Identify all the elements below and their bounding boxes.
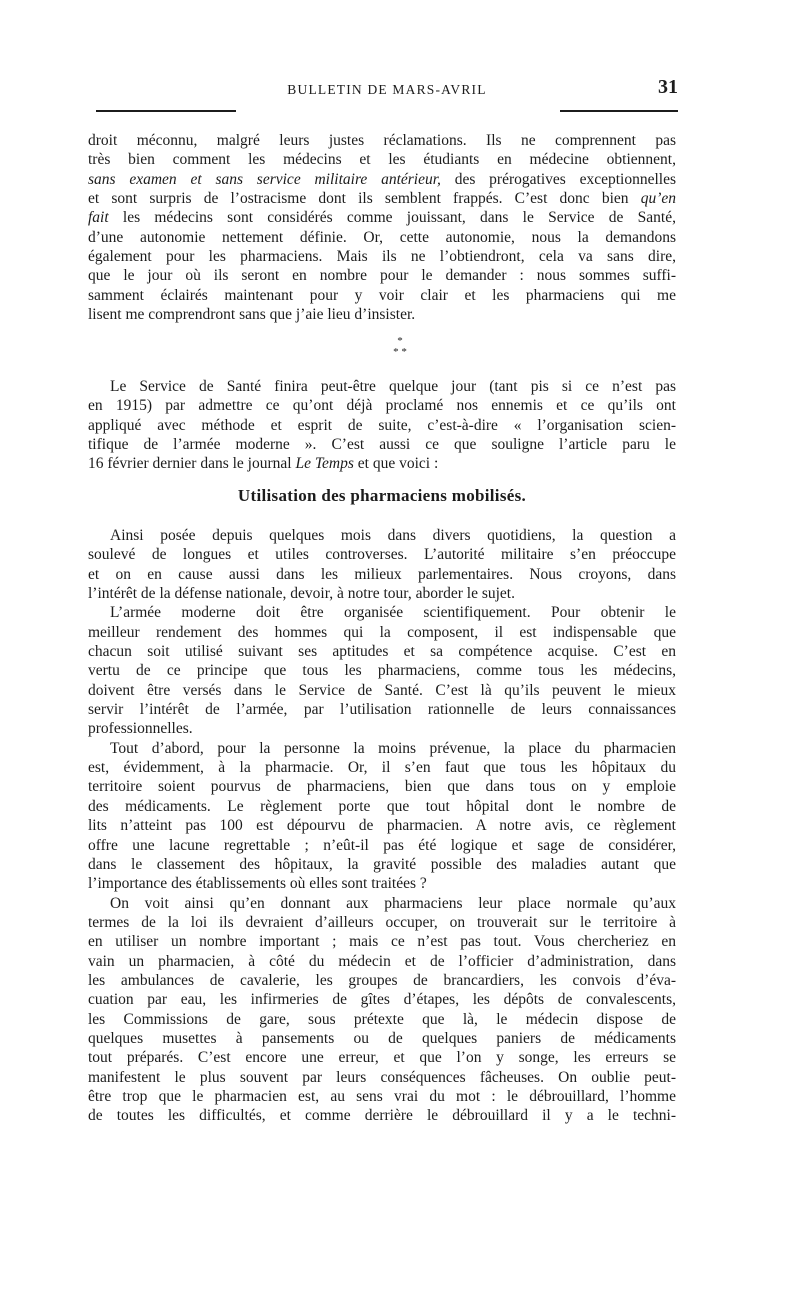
text-line: termes de la loi ils devraient d’ailleurs occuper, on trouverait sur le territoire à [88, 913, 676, 931]
text-line: être trop que le pharmacien est, au sens vrai du mot : le débrouillard, l’homme [88, 1087, 676, 1105]
text-line: également pour les pharmaciens. Mais ils ne l’obtiendront, cela va sans dire, [88, 248, 676, 266]
text-line: lisent me comprendront sans que j’aie lieu d’insister. [88, 306, 416, 324]
text-line: vain un pharmacien, à côté du médecin et de l’officier d’administration, dans [88, 952, 676, 970]
text-line: de toutes les difficultés, et comme derrière le débrouillard il y a le techni- [88, 1107, 676, 1125]
text-line: Le Service de Santé finira peut-être quelque jour (tant pis si ce n’est pas [110, 378, 676, 395]
asterism-separator [0, 336, 800, 358]
paragraph-service-sante [88, 377, 676, 474]
text-line [88, 454, 676, 473]
text-line: tifique de l’armée moderne ». C’est aussi ce que souligne l’article paru le [88, 436, 676, 454]
text-line: les Commissions de gare, sous prétexte que là, le médecin dispose de [88, 1010, 676, 1028]
paragraph-intro [88, 131, 676, 324]
italic-phrase: qu’en [628, 190, 676, 208]
text-line: offre une lacune regrettable ; n’eût-il pas été logique et sage de considérer, [88, 836, 676, 854]
text-line: appliqué avec méthode et esprit de suite, c’est-à-dire « l’organisation scien- [88, 416, 676, 434]
text-line: professionnelles. [88, 720, 193, 738]
text-line: d’une autonomie nettement définie. Or, cette autonomie, nous la demandons [88, 228, 676, 246]
text-line [88, 189, 676, 208]
header-rule-right [560, 110, 678, 112]
article-body [88, 526, 676, 1126]
asterism-bottom: * * [393, 346, 407, 358]
text-line: en utiliser un nombre important ; mais ce n’est pas tout. Vous chercheriez en [88, 933, 676, 951]
text-line: que le jour où ils seront en nombre pour le demander : nous sommes suffi- [88, 267, 676, 285]
text-line: en 1915) par admettre ce qu’ont déjà proclamé nos ennemis et ce qu’ils ont [88, 397, 676, 415]
text-line [88, 170, 676, 189]
text-line: droit méconnu, malgré leurs justes réclamations. Ils ne comprennent pas [88, 132, 676, 149]
newspaper-title: Le Temps [295, 455, 354, 473]
text-line: Tout d’abord, pour la personne la moins prévenue, la place du pharmacien [110, 739, 676, 757]
text-fragment: les médecins sont considérés comme jouissant, dans le Service de Santé, [108, 209, 676, 227]
text-line: cuation par eau, les infirmeries de gîtes d’étapes, les dépôts de convalescents, [88, 991, 676, 1009]
text-line: territoire soient pourvus de pharmaciens, bien que dans tous on y emploie [88, 778, 676, 796]
text-line: vertu de ce principe que tous les pharmaciens, comme tous les médecins, [88, 662, 676, 680]
text-line: des médicaments. Le règlement porte que tout hôpital dont le nombre de [88, 797, 676, 815]
running-header [96, 78, 678, 102]
text-line: L’armée moderne doit être organisée scientifiquement. Pour obtenir le [110, 604, 676, 622]
italic-phrase: fait [88, 209, 109, 227]
text-line: tout préparés. C’est encore une erreur, et que l’on y songe, les erreurs se [88, 1049, 676, 1067]
text-line: On voit ainsi qu’en donnant aux pharmaciens leur place normale qu’aux [110, 894, 676, 912]
text-line: meilleur rendement des hommes qui la composent, il est indispensable que [88, 623, 676, 641]
page-number: 31 [658, 76, 678, 98]
text-line: l’intérêt de la défense nationale, devoir, à notre tour, aborder le sujet. [88, 585, 515, 603]
italic-phrase: sans examen et sans service militaire antérieur, [88, 170, 441, 188]
text-line: servir l’intérêt de l’armée, par l’utilisation rationnelle de leurs connaissances [88, 701, 676, 719]
text-line: l’importance des établissements où elles sont traitées ? [88, 875, 427, 893]
text-line: est, évidemment, à la pharmacie. Or, il s’en faut que tous les hôpitaux du [88, 759, 676, 777]
text-line [88, 208, 676, 227]
text-fragment: 16 février dernier dans le journal [88, 455, 296, 473]
text-line: et on en cause aussi dans les milieux parlementaires. Nous croyons, dans [88, 565, 676, 583]
asterism-top: * [397, 335, 403, 347]
text-line: dans le classement des hôpitaux, la gravité possible des maladies autant que [88, 855, 676, 873]
text-line: les ambulances de cavalerie, les groupes de brancardiers, les convois d’éva- [88, 971, 676, 989]
text-line: quelques musettes à pansements ou de quelques paniers de médicaments [88, 1029, 676, 1047]
text-line: doivent être versés dans le Service de Santé. C’est là qu’ils peuvent le mieux [88, 681, 676, 699]
text-line: samment éclairés maintenant pour y voir clair et les pharmaciens qui me [88, 286, 676, 304]
text-line: Ainsi posée depuis quelques mois dans divers quotidiens, la question a [110, 527, 676, 544]
text-line: lits n’atteint pas 100 est dépourvu de pharmacien. A notre avis, ce règlement [88, 817, 676, 835]
text-fragment: des prérogatives exceptionnelles [440, 170, 676, 188]
running-title: BULLETIN DE MARS-AVRIL [287, 82, 487, 97]
text-fragment: et que voici : [353, 455, 439, 473]
text-line: soulevé de longues et utiles controverses. L’autorité militaire s’en préoccupe [88, 546, 676, 564]
text-fragment: et sont surpris de l’ostracisme dont ils semblent frappés. C’est donc bien [88, 190, 629, 208]
text-line: manifestent le plus souvent par leurs conséquences fâcheuses. On oublie peut- [88, 1068, 676, 1086]
header-rule-left [96, 110, 236, 112]
section-heading: Utilisation des pharmaciens mobilisés. [237, 486, 527, 505]
text-line: très bien comment les médecins et les étudiants en médecine obtiennent, [88, 151, 676, 169]
text-line: chacun soit utilisé suivant ses aptitudes et sa compétence acquise. C’est en [88, 643, 676, 661]
